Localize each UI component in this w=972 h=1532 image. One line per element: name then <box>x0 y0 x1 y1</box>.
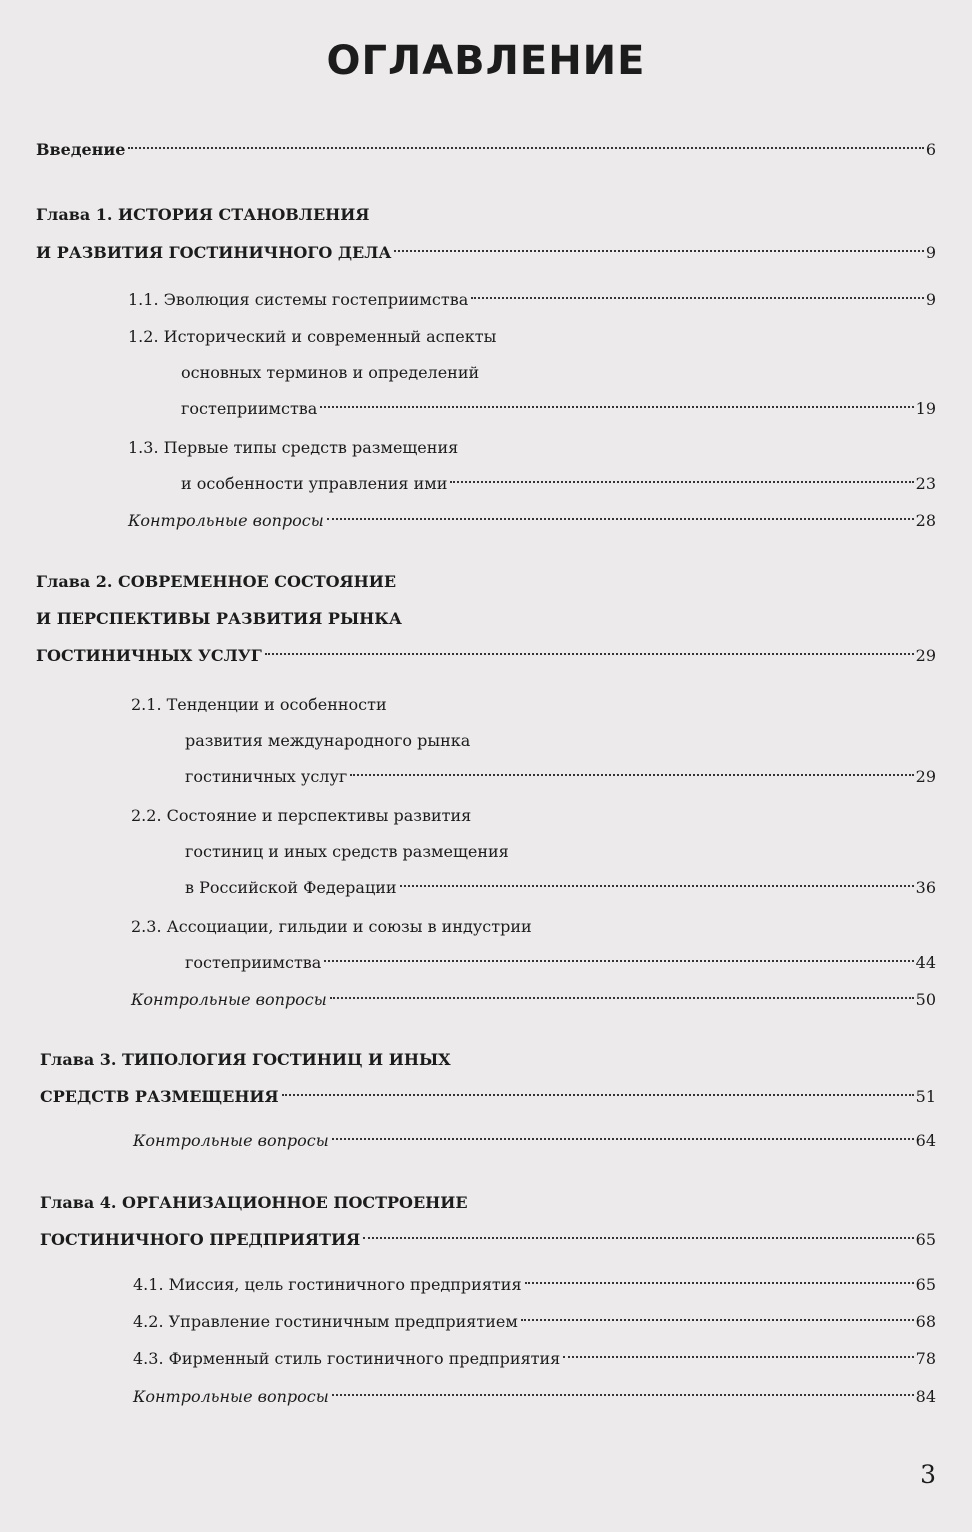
chapter-2-title-line2: И ПЕРСПЕКТИВЫ РАЗВИТИЯ РЫНКА <box>36 609 402 628</box>
toc-page-number: 9 <box>925 243 936 262</box>
chapter-4-title-line1: Глава 4. ОРГАНИЗАЦИОННОЕ ПОСТРОЕНИЕ <box>40 1193 468 1212</box>
toc-entry-label: Контрольные вопросы <box>131 990 327 1009</box>
toc-page-number: 65 <box>915 1230 936 1249</box>
toc-entry-label: Контрольные вопросы <box>128 511 324 530</box>
toc-page-number: 78 <box>915 1349 936 1368</box>
toc-page-number: 44 <box>915 953 936 972</box>
dot-leader <box>400 885 914 887</box>
toc-entry-2-1-line1: 2.1. Тенденции и особенности <box>131 695 387 714</box>
toc-page-number: 36 <box>915 878 936 897</box>
dot-leader <box>394 250 923 252</box>
toc-entry-2-2-line2: гостиниц и иных средств размещения <box>185 842 509 861</box>
chapter-2-title-line3: ГОСТИНИЧНЫХ УСЛУГ <box>36 646 262 665</box>
toc-entry-2-1-line2: развития международного рынка <box>185 731 471 750</box>
toc-entry-label: 4.2. Управление гостиничным предприятием <box>133 1312 518 1331</box>
toc-page-number: 29 <box>915 767 936 786</box>
toc-entry-3-questions <box>133 1131 936 1150</box>
toc-entry-1-3-line1: 1.3. Первые типы средств размещения <box>128 438 459 457</box>
dot-leader <box>324 960 913 962</box>
dot-leader <box>450 481 913 483</box>
dot-leader <box>320 406 913 408</box>
toc-entry-chapter-2 <box>36 646 936 665</box>
dot-leader <box>332 1394 914 1396</box>
dot-leader <box>327 518 914 520</box>
toc-entry-1-1 <box>128 290 936 309</box>
toc-entry-1-3 <box>181 474 936 493</box>
dot-leader <box>265 653 914 655</box>
toc-page-number: 51 <box>915 1087 936 1106</box>
chapter-1-title-line1: Глава 1. ИСТОРИЯ СТАНОВЛЕНИЯ <box>36 205 370 224</box>
toc-entry-label: Контрольные вопросы <box>133 1131 329 1150</box>
toc-page-number: 84 <box>915 1387 936 1406</box>
toc-entry-intro <box>36 140 936 159</box>
dot-leader <box>282 1094 914 1096</box>
toc-entry-1-2 <box>181 399 936 418</box>
toc-entry-chapter-4 <box>40 1230 936 1249</box>
dot-leader <box>521 1319 914 1321</box>
page-number: 3 <box>920 1460 936 1489</box>
dot-leader <box>563 1356 913 1358</box>
toc-entry-chapter-3 <box>40 1087 936 1106</box>
toc-entry-label: 4.3. Фирменный стиль гостиничного предприятия <box>133 1349 561 1368</box>
page-title: ОГЛАВЛЕНИЕ <box>326 38 646 84</box>
toc-entry-4-1 <box>133 1275 936 1294</box>
toc-entry-label: в Российской Федерации <box>185 878 397 897</box>
chapter-4-title-line2: ГОСТИНИЧНОГО ПРЕДПРИЯТИЯ <box>40 1230 361 1249</box>
toc-entry-2-3 <box>185 953 936 972</box>
chapter-3-title-line1: Глава 3. ТИПОЛОГИЯ ГОСТИНИЦ И ИНЫХ <box>40 1050 451 1069</box>
toc-page-number: 65 <box>915 1275 936 1294</box>
toc-entry-label: Контрольные вопросы <box>133 1387 329 1406</box>
toc-entry-4-questions <box>133 1387 936 1406</box>
toc-page-number: 29 <box>915 646 936 665</box>
dot-leader <box>525 1282 914 1284</box>
toc-entry-4-3 <box>133 1349 936 1368</box>
toc-page-number: 68 <box>915 1312 936 1331</box>
toc-entry-label: гостиничных услуг <box>185 767 348 786</box>
toc-entry-1-2-line2: основных терминов и определений <box>181 363 480 382</box>
dot-leader <box>128 147 923 149</box>
toc-entry-2-questions <box>131 990 936 1009</box>
toc-entry-label: гостеприимства <box>181 399 318 418</box>
toc-entry-label: гостеприимства <box>185 953 322 972</box>
chapter-3-title-line2: СРЕДСТВ РАЗМЕЩЕНИЯ <box>40 1087 279 1106</box>
dot-leader <box>363 1237 913 1239</box>
chapter-1-title-line2: И РАЗВИТИЯ ГОСТИНИЧНОГО ДЕЛА <box>36 243 392 262</box>
toc-entry-2-2 <box>185 878 936 897</box>
toc-entry-label: Введение <box>36 140 126 159</box>
dot-leader <box>330 997 914 999</box>
toc-entry-4-2 <box>133 1312 936 1331</box>
toc-page-number: 23 <box>915 474 936 493</box>
toc-entry-label: 4.1. Миссия, цель гостиничного предприятия <box>133 1275 522 1294</box>
toc-page-number: 50 <box>915 990 936 1009</box>
toc-page-number: 19 <box>915 399 936 418</box>
toc-entry-2-1 <box>185 767 936 786</box>
toc-entry-label: и особенности управления ими <box>181 474 448 493</box>
toc-entry-1-2-line1: 1.2. Исторический и современный аспекты <box>128 327 497 346</box>
toc-page-number: 28 <box>915 511 936 530</box>
toc-entry-1-questions <box>128 511 936 530</box>
toc-entry-2-2-line1: 2.2. Состояние и перспективы развития <box>131 806 472 825</box>
dot-leader <box>350 774 913 776</box>
dot-leader <box>471 297 924 299</box>
toc-entry-2-3-line1: 2.3. Ассоциации, гильдии и союзы в индустрии <box>131 917 532 936</box>
toc-page-number: 64 <box>915 1131 936 1150</box>
chapter-2-title-line1: Глава 2. СОВРЕМЕННОЕ СОСТОЯНИЕ <box>36 572 397 591</box>
toc-entry-label: 1.1. Эволюция системы гостеприимства <box>128 290 469 309</box>
toc-page-number: 9 <box>925 290 936 309</box>
toc-page-number: 6 <box>925 140 936 159</box>
dot-leader <box>332 1138 914 1140</box>
toc-entry-chapter-1 <box>36 243 936 262</box>
